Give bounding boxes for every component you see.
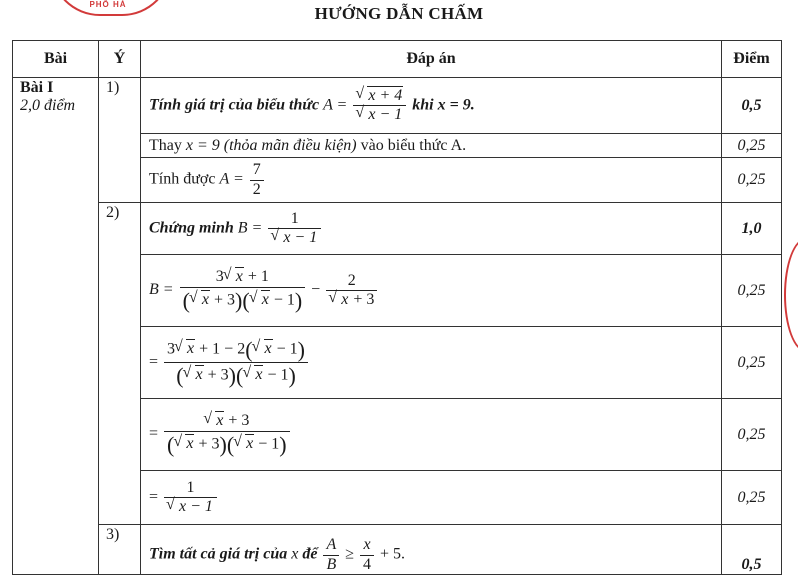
answer-cell: Tính giá trị của biểu thức A = √ x + 4 √ x − 1 khi x = 9. bbox=[141, 78, 722, 134]
fraction: $\frac{3√ x + 1 - 2(√ x - 1)}{(√ x + 3)(√ x - 1)}$ bbox=[164, 337, 308, 389]
answer-cell: Tìm tất cả giá trị của x để $\frac{A}{B}$ ≥ $\frac{x}{4}$ + 5. bbox=[141, 525, 722, 575]
points-cell: 0,25 bbox=[722, 134, 782, 158]
bai-cell bbox=[13, 78, 99, 575]
fraction: $\frac{A}{B}$ bbox=[323, 536, 339, 574]
points-cell: 0,25 bbox=[722, 158, 782, 203]
fraction: $\frac{7}{2}$ bbox=[250, 161, 264, 199]
header-diem: Điểm bbox=[722, 41, 782, 78]
table-row bbox=[13, 78, 782, 134]
points-cell: 0,25 bbox=[722, 399, 782, 471]
header-dap-an: Đáp án bbox=[141, 41, 722, 78]
answer-cell: B = $\frac{3√ x + 1}{(√ x + 3)(√ x - 1)}$ − 2 √ x + 3 bbox=[141, 255, 722, 327]
fraction: $\frac{x}{4}$ bbox=[360, 536, 374, 574]
points-cell: 0,25 bbox=[722, 255, 782, 327]
fraction: $\frac{3√ x + 1}{(√ x + 3)(√ x - 1)}$ bbox=[180, 268, 306, 313]
page-title: HƯỚNG DẪN CHẤM bbox=[314, 4, 484, 23]
header-row bbox=[13, 41, 782, 78]
header-bai: Bài bbox=[13, 41, 99, 78]
seal-text: PHỐ HÀ bbox=[89, 0, 127, 9]
grading-table bbox=[12, 40, 782, 575]
answer-cell: Chứng minh B = 1 √ x − 1 bbox=[141, 203, 722, 255]
fraction: √ $\frac{x + 3}{(√ x + 3)(√ x - 1)}$ bbox=[164, 412, 290, 457]
y-label: 1) bbox=[99, 78, 141, 203]
answer-cell: = √ $\frac{x + 3}{(√ x + 3)(√ x - 1)}$ bbox=[141, 399, 722, 471]
fraction: √ x + 4 √ x − 1 bbox=[353, 87, 406, 125]
table-row bbox=[13, 203, 782, 255]
points-cell: 1,0 bbox=[722, 203, 782, 255]
answer-cell: = 1 √ x − 1 bbox=[141, 471, 722, 525]
points-cell: 0,5 bbox=[722, 78, 782, 134]
header-y: Ý bbox=[99, 41, 141, 78]
points-cell: 0,25 bbox=[722, 327, 782, 399]
table-row bbox=[13, 525, 782, 575]
y-label: 3) bbox=[99, 525, 141, 575]
side-stamp bbox=[784, 238, 798, 352]
y-label: 2) bbox=[99, 203, 141, 525]
bai-name: Bài I bbox=[20, 79, 54, 96]
answer-cell: Tính được A = $\frac{7}{2}$ bbox=[141, 158, 722, 203]
fraction: 1 √ x − 1 bbox=[164, 479, 217, 517]
answer-cell: = $\frac{3√ x + 1 - 2(√ x - 1)}{(√ x + 3)(√ x - 1)}$ bbox=[141, 327, 722, 399]
points-cell: 0,5 bbox=[722, 525, 782, 575]
fraction: 1 √ x − 1 bbox=[268, 210, 321, 248]
fraction: 2 √ x + 3 bbox=[326, 272, 377, 310]
points-cell: 0,25 bbox=[722, 471, 782, 525]
answer-cell: Thay x = 9 (thỏa mãn điều kiện) vào biểu thức A. bbox=[141, 134, 722, 158]
bai-points: 2,0 điểm bbox=[20, 97, 76, 114]
